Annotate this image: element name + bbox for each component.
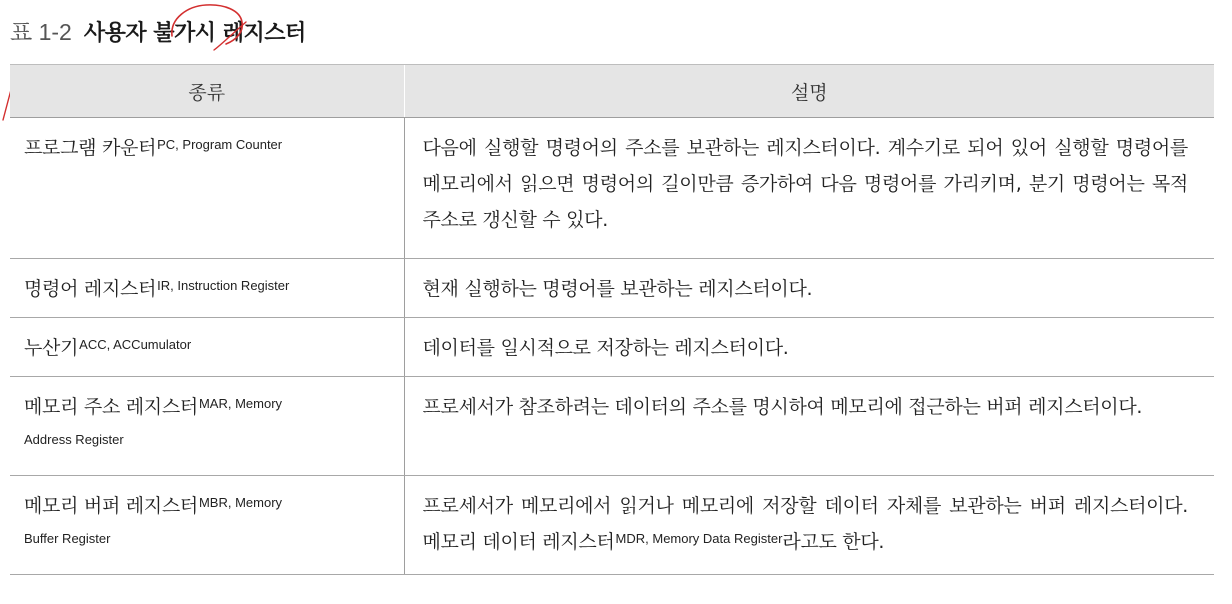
register-name: 누산기 (24, 337, 79, 359)
register-name: 메모리 주소 레지스터 (24, 396, 198, 418)
register-table (10, 64, 1214, 575)
register-description (404, 476, 1214, 575)
register-term (10, 318, 404, 377)
register-name: 명령어 레지스터 (24, 278, 157, 300)
description-abbr: MDR, Memory Data Register (615, 531, 783, 546)
register-term (10, 476, 404, 575)
register-abbr: ACC, ACCumulator (79, 337, 192, 352)
table-row (10, 318, 1214, 377)
table-row (10, 476, 1214, 575)
header-description: 설명 (404, 65, 1214, 118)
description-text-end: 라고도 한다. (782, 531, 885, 553)
register-description: 현재 실행하는 명령어를 보관하는 레지스터이다. (404, 259, 1214, 318)
register-term (10, 259, 404, 318)
register-abbr: IR, Instruction Register (157, 278, 290, 293)
register-term (10, 377, 404, 476)
table-row (10, 118, 1214, 259)
register-description: 다음에 실행할 명령어의 주소를 보관하는 레지스터이다. 계수기로 되어 있어 실행할 명령어를 메모리에서 읽으면 명령어의 길이만큼 증가하여 다음 명령어를 가리키며, 분기 명령어는 목적 주소로 갱신할 수 있다. (404, 118, 1214, 259)
register-description: 데이터를 일시적으로 저장하는 레지스터이다. (404, 318, 1214, 377)
table-header-row (10, 65, 1214, 118)
register-abbr: PC, Program Counter (157, 137, 283, 152)
table-row (10, 259, 1214, 318)
register-abbr-continued: Buffer Register (24, 531, 111, 546)
register-name: 메모리 버퍼 레지스터 (24, 495, 198, 517)
caption-title: 사용자 불가시 레지스터 (83, 21, 306, 46)
table-caption (10, 14, 306, 50)
register-abbr-continued: Address Register (24, 432, 124, 447)
register-name: 프로그램 카운터 (24, 137, 157, 159)
header-type: 종류 (10, 65, 404, 118)
register-abbr: MBR, Memory (198, 495, 283, 510)
register-term (10, 118, 404, 259)
register-description: 프로세서가 참조하려는 데이터의 주소를 명시하여 메모리에 접근하는 버퍼 레지스터이다. (404, 377, 1214, 476)
description-text: 프로세서가 메모리에서 읽거나 메모리에 저장할 데이터 자체를 보관하는 버퍼 레지스터이다. 메모리 데이터 레지스터 (422, 495, 1188, 553)
caption-number: 표 1-2 (10, 19, 72, 45)
register-abbr: MAR, Memory (198, 396, 283, 411)
table-row (10, 377, 1214, 476)
